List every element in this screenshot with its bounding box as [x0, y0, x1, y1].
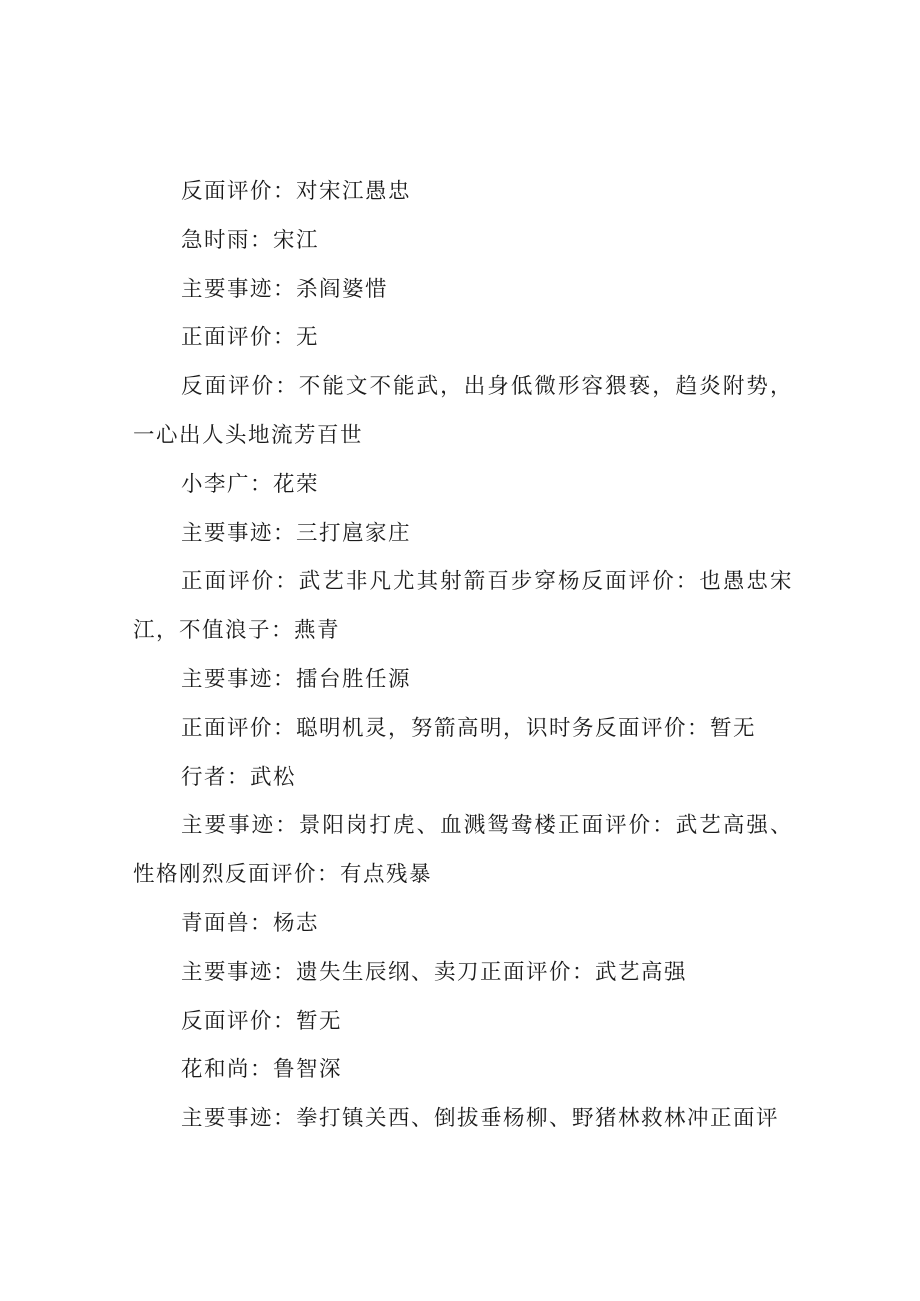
paragraph: 主要事迹：景阳岗打虎、血溅鸳鸯楼正面评价：武艺高强、性格刚烈反面评价：有点残暴 [133, 813, 793, 888]
paragraph: 主要事迹：擂台胜任源 [181, 666, 412, 692]
paragraph: 小李广：花荣 [181, 471, 320, 497]
paragraph: 反面评价：不能文不能武，出身低微形容猥亵，趋炎附势，一心出人头地流芳百世 [133, 374, 793, 448]
paragraph: 正面评价：聪明机灵，努箭高明，识时务反面评价：暂无 [181, 715, 757, 741]
paragraph: 花和尚：鲁智深 [181, 1057, 343, 1083]
paragraph: 急时雨：宋江 [181, 227, 320, 253]
paragraph: 主要事迹：遗失生辰纲、卖刀正面评价：武艺高强 [181, 959, 688, 985]
paragraph: 青面兽：杨志 [181, 910, 320, 936]
paragraph: 正面评价：无 [181, 325, 320, 351]
paragraph: 主要事迹：拳打镇关西、倒拔垂杨柳、野猪林救林冲正面评 [181, 1106, 780, 1132]
paragraph: 主要事迹：三打扈家庄 [181, 520, 412, 546]
paragraph: 正面评价：武艺非凡尤其射箭百步穿杨反面评价：也愚忠宋江，不值浪子：燕青 [133, 569, 793, 644]
paragraph: 行者：武松 [181, 764, 297, 790]
paragraph: 主要事迹：杀阎婆惜 [181, 276, 389, 302]
document-body [133, 168, 793, 1144]
paragraph: 反面评价：暂无 [181, 1008, 343, 1034]
paragraph: 反面评价：对宋江愚忠 [181, 179, 412, 204]
